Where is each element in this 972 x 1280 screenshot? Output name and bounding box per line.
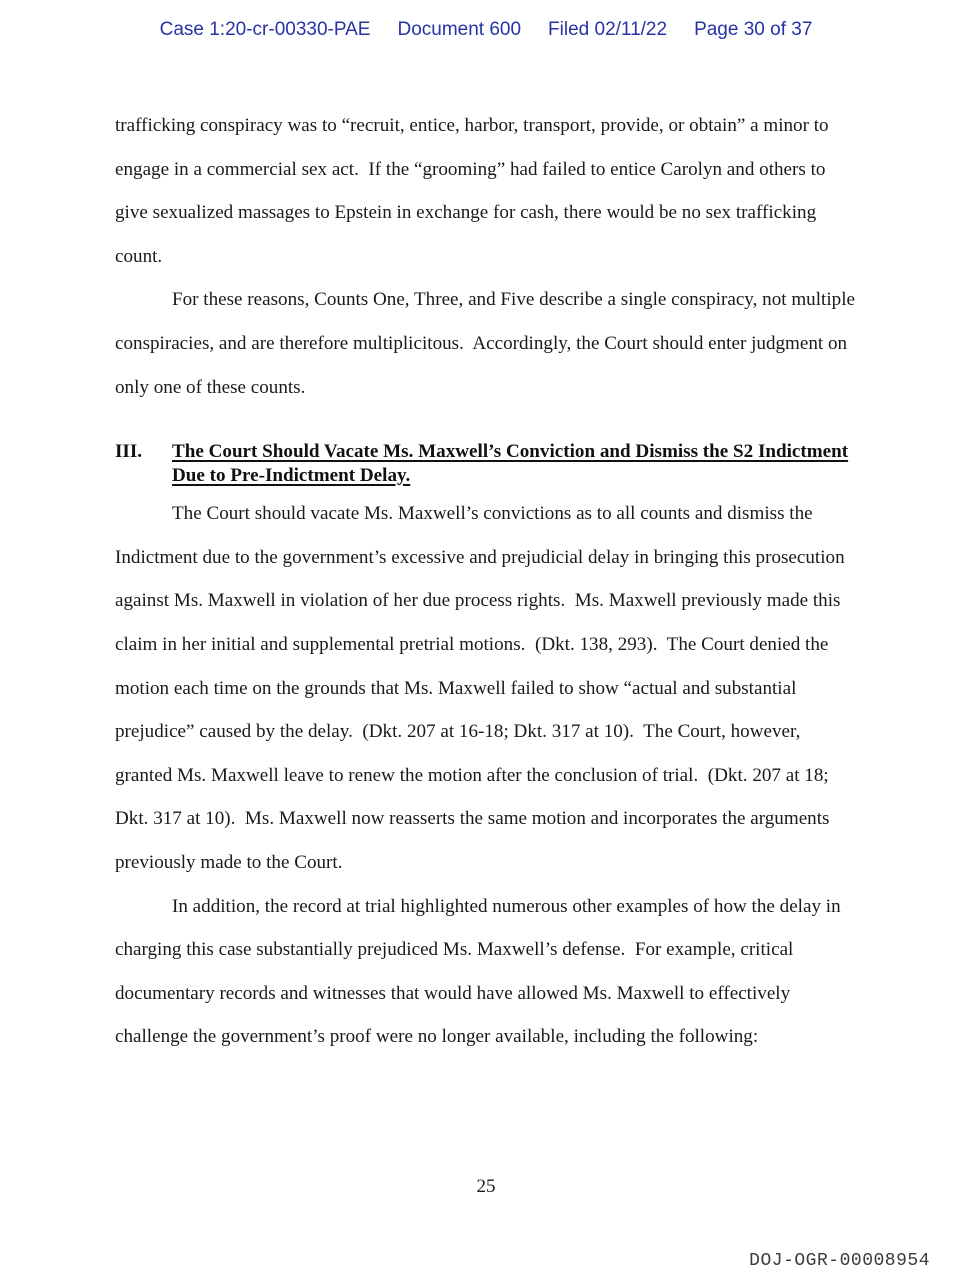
paragraph-delay-prejudice: In addition, the record at trial highlighted numerous other examples of how the delay in charging this case substantially prejudiced Ms. Maxwell’s defense. For example, critical documentary records and witnesses that would have allowed Ms. Maxwell to effectively challenge the government’s proof were no longer available, including the following:	[115, 895, 846, 1048]
section-title: The Court Should Vacate Ms. Maxwell’s Conviction and Dismiss the S2 Indictment Due to Pre-Indictment Delay.	[172, 441, 849, 486]
document-body	[115, 104, 858, 1059]
bates-number: DOJ-OGR-00008954	[749, 1251, 930, 1271]
court-stamp-header	[0, 19, 972, 41]
paragraph-vacate-convictions: The Court should vacate Ms. Maxwell’s convictions as to all counts and dismiss the Indictment due to the government’s excessive and prejudicial delay in bringing this prosecution against Ms. Maxwell in violation of her due process rights. Ms. Maxwell previously made this claim in her initial and supplemental pretrial motions. (Dkt. 138, 293). The Court denied the motion each time on the grounds that Ms. Maxwell failed to show “actual and substantial prejudice” caused by the delay. (Dkt. 207 at 16-18; Dkt. 317 at 10). The Court, however, granted Ms. Maxwell leave to renew the motion after the conclusion of trial. (Dkt. 207 at 18; Dkt. 317 at 10). Ms. Maxwell now reasserts the same motion and incorporates the arguments previously made to the Court.	[115, 503, 850, 873]
paragraph-multiplicitous-counts: For these reasons, Counts One, Three, and Five describe a single conspiracy, not multiple conspiracies, and are therefore multiplicitous. Accordingly, the Court should enter judgment on only one of these counts.	[115, 289, 860, 398]
section-number: III.	[115, 441, 143, 463]
page-number: 25	[476, 1176, 496, 1197]
paragraph-trafficking-conspiracy: trafficking conspiracy was to “recruit, entice, harbor, transport, provide, or obtain” a minor to engage in a commercial sex act. If the “grooming” had failed to entice Carolyn and others to give sexualized massages to Epstein in exchange for cash, there would be no sex trafficking count.	[115, 115, 834, 267]
stamp-page-count: Page 30 of 37	[694, 19, 813, 40]
stamp-document-number: Document 600	[397, 19, 522, 40]
section-heading	[115, 440, 872, 487]
stamp-case-number: Case 1:20-cr-00330-PAE	[159, 19, 371, 40]
stamp-filed-date: Filed 02/11/22	[548, 19, 668, 40]
